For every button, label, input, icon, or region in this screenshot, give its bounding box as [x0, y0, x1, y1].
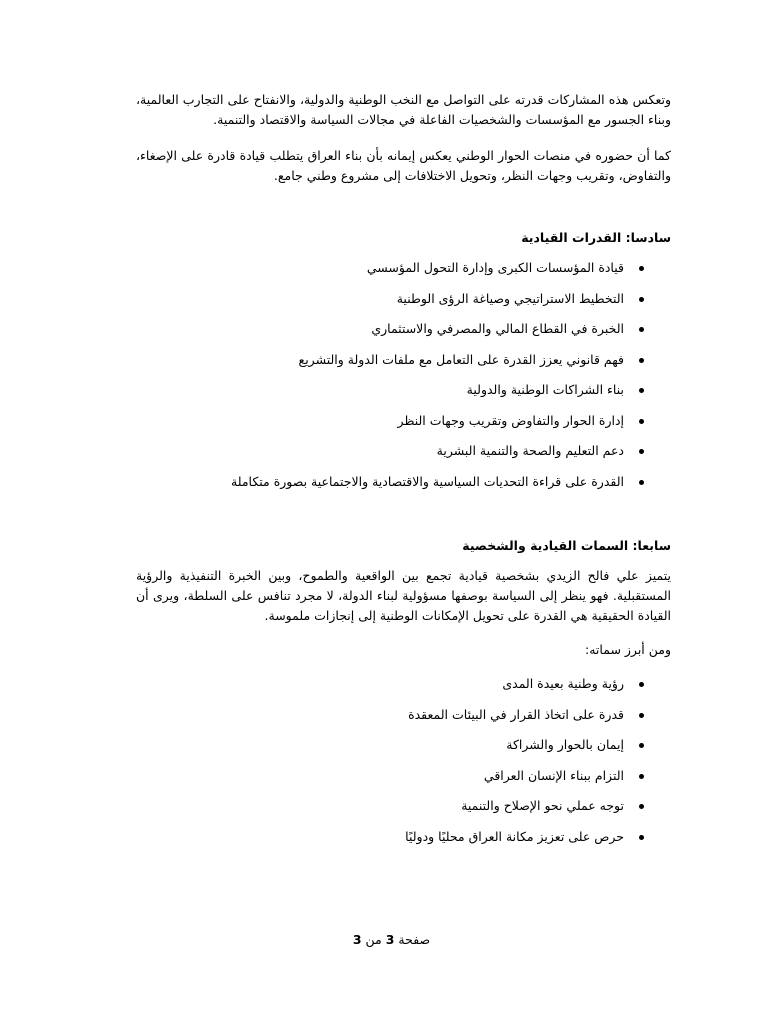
bullet-icon [639, 713, 644, 718]
bullet-icon [639, 449, 644, 454]
list-item: إيمان بالحوار والشراكة [405, 735, 671, 766]
bullet-icon [639, 419, 644, 424]
list-item: التزام ببناء الإنسان العراقي [405, 766, 671, 797]
list-item: قيادة المؤسسات الكبرى وإدارة التحول المؤسسي [231, 258, 671, 289]
section-6-list [231, 258, 671, 502]
list-item: توجه عملي نحو الإصلاح والتنمية [405, 796, 671, 827]
bullet-icon [639, 388, 644, 393]
section-7-list [405, 674, 671, 857]
list-item: إدارة الحوار والتفاوض وتقريب وجهات النظر [231, 411, 671, 442]
page-word: صفحة [398, 932, 431, 947]
bullet-icon [639, 682, 644, 687]
section-6-heading: سادسا: القدرات القيادية [521, 230, 671, 245]
bullet-icon [639, 327, 644, 332]
list-item: قدرة على اتخاذ القرار في البيئات المعقدة [405, 705, 671, 736]
list-item: التخطيط الاستراتيجي وصياغة الرؤى الوطنية [231, 289, 671, 320]
of-word: من [365, 932, 382, 947]
bullet-icon [639, 774, 644, 779]
list-item: بناء الشراكات الوطنية والدولية [231, 380, 671, 411]
bullet-icon [639, 297, 644, 302]
current-page-number: 3 [385, 932, 395, 947]
page-footer [0, 930, 783, 950]
total-pages-number: 3 [352, 932, 362, 947]
list-item: فهم قانوني يعزز القدرة على التعامل مع ملفات الدولة والتشريع [231, 350, 671, 381]
list-item: رؤية وطنية بعيدة المدى [405, 674, 671, 705]
section-7-lead-in: ومن أبرز سماته: [585, 642, 671, 657]
intro-paragraph-1: وتعكس هذه المشاركات قدرته على التواصل مع النخب الوطنية والدولية، والانفتاح على التجارب العالمية، وبناء الجسور مع المؤسسات والشخصيات الفاعلة في مجالات السياسة والاقتصاد والتنمية. [136, 92, 671, 127]
list-item: القدرة على قراءة التحديات السياسية والاقتصادية والاجتماعية بصورة متكاملة [231, 472, 671, 503]
section-7-heading: سابعا: السمات القيادية والشخصية [462, 538, 671, 553]
bullet-icon [639, 804, 644, 809]
list-item: الخبرة في القطاع المالي والمصرفي والاستثماري [231, 319, 671, 350]
bullet-icon [639, 743, 644, 748]
list-item: دعم التعليم والصحة والتنمية البشرية [231, 441, 671, 472]
bullet-icon [639, 358, 644, 363]
bullet-icon [639, 480, 644, 485]
list-item: حرص على تعزيز مكانة العراق محليًا ودوليًا [405, 827, 671, 858]
bullet-icon [639, 835, 644, 840]
bullet-icon [639, 266, 644, 271]
intro-paragraph-2: كما أن حضوره في منصات الحوار الوطني يعكس إيمانه بأن بناء العراق يتطلب قيادة قادرة على الإصغاء، والتفاوض، وتقريب وجهات النظر، وتحويل الاختلافات إلى مشروع وطني جامع. [136, 148, 671, 183]
section-7-paragraph: يتميز علي فالح الزيدي بشخصية قيادية تجمع بين الواقعية والطموح، وبين الخبرة التنفيذية والرؤية المستقبلية. فهو ينظر إلى السياسة بوصفها مسؤولية لبناء الدولة، لا مجرد تنافس على السلطة، ويرى أن القيادة الحقيقية هي القدرة على تحويل الإمكانات الوطنية إلى إنجازات ملموسة. [136, 568, 671, 623]
